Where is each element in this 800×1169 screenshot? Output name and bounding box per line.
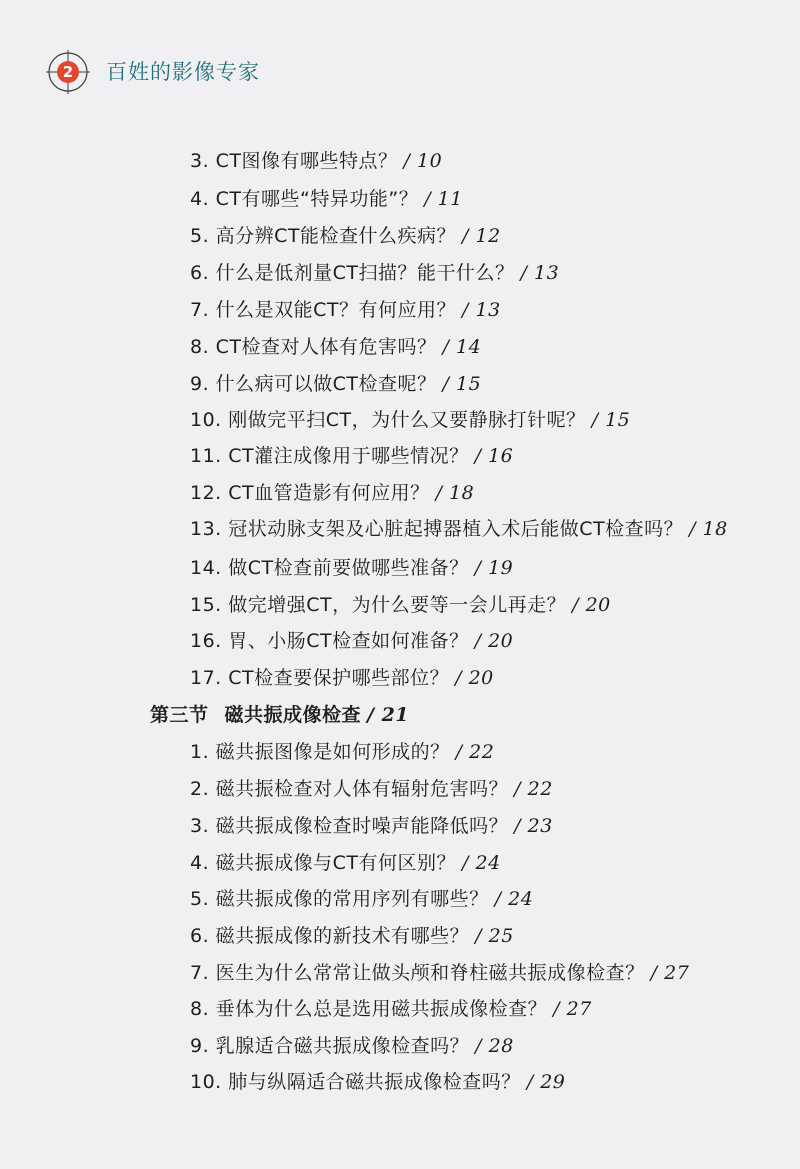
target-badge-icon bbox=[46, 50, 90, 94]
toc-item-text: 8. 垂体为什么总是选用磁共振成像检查？ bbox=[190, 998, 548, 1020]
toc-item bbox=[190, 407, 630, 433]
toc-item-page: / 10 bbox=[403, 150, 443, 172]
toc-item-page: / 14 bbox=[442, 336, 482, 358]
toc-item-text: 1. 磁共振图像是如何形成的？ bbox=[190, 741, 450, 763]
toc-item bbox=[190, 592, 611, 618]
toc-item-page: / 24 bbox=[494, 888, 534, 910]
toc-item-text: 7. 医生为什么常常让做头颅和脊柱磁共振成像检查？ bbox=[190, 962, 645, 984]
toc-item bbox=[190, 223, 501, 249]
toc-item-text: 11. CT灌注成像用于哪些情况？ bbox=[190, 445, 469, 467]
toc-item bbox=[190, 628, 513, 654]
toc-item bbox=[190, 371, 481, 397]
toc-item-text: 14. 做CT检查前要做哪些准备？ bbox=[190, 557, 469, 579]
section-title: 磁共振成像检查 bbox=[224, 704, 362, 726]
toc-item bbox=[190, 480, 474, 506]
toc-item bbox=[190, 960, 689, 986]
toc-item-text: 3. 磁共振成像检查时噪声能降低吗？ bbox=[190, 815, 509, 837]
toc-item-page: / 24 bbox=[462, 852, 501, 874]
toc-item bbox=[190, 555, 513, 581]
toc-item bbox=[190, 334, 481, 360]
toc-item-page: / 28 bbox=[475, 1035, 514, 1057]
toc-item-text: 7. 什么是双能CT？有何应用？ bbox=[190, 299, 457, 321]
toc-item-page: / 18 bbox=[435, 482, 475, 504]
toc-item bbox=[190, 1033, 514, 1059]
toc-item-text: 6. 什么是低剂量CT扫描？能干什么？ bbox=[190, 262, 515, 284]
toc-item-text: 13. 冠状动脉支架及心脏起搏器植入术后能做CT检查吗？ bbox=[190, 518, 684, 540]
page-header bbox=[46, 50, 766, 94]
toc-item bbox=[190, 776, 553, 802]
book-title: 百姓的影像专家 bbox=[106, 60, 260, 84]
toc-item bbox=[190, 186, 463, 212]
toc-item-page: / 19 bbox=[474, 557, 514, 579]
toc-item-page: / 18 bbox=[689, 518, 728, 540]
toc-item-page: / 20 bbox=[455, 667, 494, 689]
toc-item bbox=[190, 665, 494, 691]
toc-item-page: / 29 bbox=[526, 1071, 566, 1093]
toc-item-page: / 11 bbox=[424, 188, 463, 210]
toc-item-text: 4. CT有哪些“特异功能”？ bbox=[190, 188, 419, 210]
toc-item-text: 2. 磁共振检查对人体有辐射危害吗？ bbox=[190, 778, 509, 800]
toc-item bbox=[190, 923, 514, 949]
toc-item-page: / 22 bbox=[514, 778, 553, 800]
toc-item-text: 9. 什么病可以做CT检查呢？ bbox=[190, 373, 437, 395]
toc-item bbox=[190, 739, 494, 765]
toc-item-page: / 15 bbox=[442, 373, 482, 395]
toc-item-page: / 25 bbox=[475, 925, 514, 947]
toc-item bbox=[190, 443, 513, 469]
section-heading bbox=[150, 702, 409, 728]
toc-item-text: 5. 磁共振成像的常用序列有哪些？ bbox=[190, 888, 489, 910]
toc-item-page: / 12 bbox=[462, 225, 501, 247]
toc-item-text: 10. 肺与纵隔适合磁共振成像检查吗？ bbox=[190, 1071, 521, 1093]
toc-item-text: 17. CT检查要保护哪些部位？ bbox=[190, 667, 450, 689]
section-label: 第三节 bbox=[150, 704, 209, 726]
toc-item-text: 3. CT图像有哪些特点？ bbox=[190, 150, 398, 172]
toc-item-text: 8. CT检查对人体有危害吗？ bbox=[190, 336, 437, 358]
toc-item-text: 4. 磁共振成像与CT有何区别？ bbox=[190, 852, 457, 874]
toc-item-page: / 27 bbox=[650, 962, 690, 984]
toc-item-text: 9. 乳腺适合磁共振成像检查吗？ bbox=[190, 1035, 470, 1057]
toc-item bbox=[190, 996, 592, 1022]
page-number: 2 bbox=[62, 63, 74, 81]
toc-item-text: 15. 做完增强CT，为什么要等一会儿再走？ bbox=[190, 594, 567, 616]
toc-item bbox=[190, 850, 501, 876]
toc-item bbox=[190, 1069, 565, 1095]
toc-item bbox=[190, 148, 442, 174]
toc-item bbox=[190, 297, 501, 323]
toc-item bbox=[190, 813, 553, 839]
section-page: / 21 bbox=[367, 704, 410, 726]
toc-item-page: / 16 bbox=[474, 445, 514, 467]
toc-item-page: / 23 bbox=[514, 815, 553, 837]
toc-item-text: 6. 磁共振成像的新技术有哪些？ bbox=[190, 925, 470, 947]
toc-item bbox=[190, 886, 533, 912]
toc-item bbox=[190, 260, 559, 286]
toc-item-page: / 13 bbox=[520, 262, 560, 284]
toc-item bbox=[190, 516, 728, 542]
toc-item-text: 10. 刚做完平扫CT，为什么又要静脉打针呢？ bbox=[190, 409, 586, 431]
toc-item-text: 5. 高分辨CT能检查什么疾病？ bbox=[190, 225, 457, 247]
toc-item-page: / 15 bbox=[591, 409, 631, 431]
toc-item-text: 12. CT血管造影有何应用？ bbox=[190, 482, 430, 504]
toc-item-page: / 20 bbox=[474, 630, 514, 652]
toc-item-text: 16. 胃、小肠CT检查如何准备？ bbox=[190, 630, 469, 652]
toc-item-page: / 22 bbox=[455, 741, 495, 763]
toc-item-page: / 20 bbox=[572, 594, 611, 616]
toc-item-page: / 27 bbox=[553, 998, 592, 1020]
toc-item-page: / 13 bbox=[462, 299, 501, 321]
